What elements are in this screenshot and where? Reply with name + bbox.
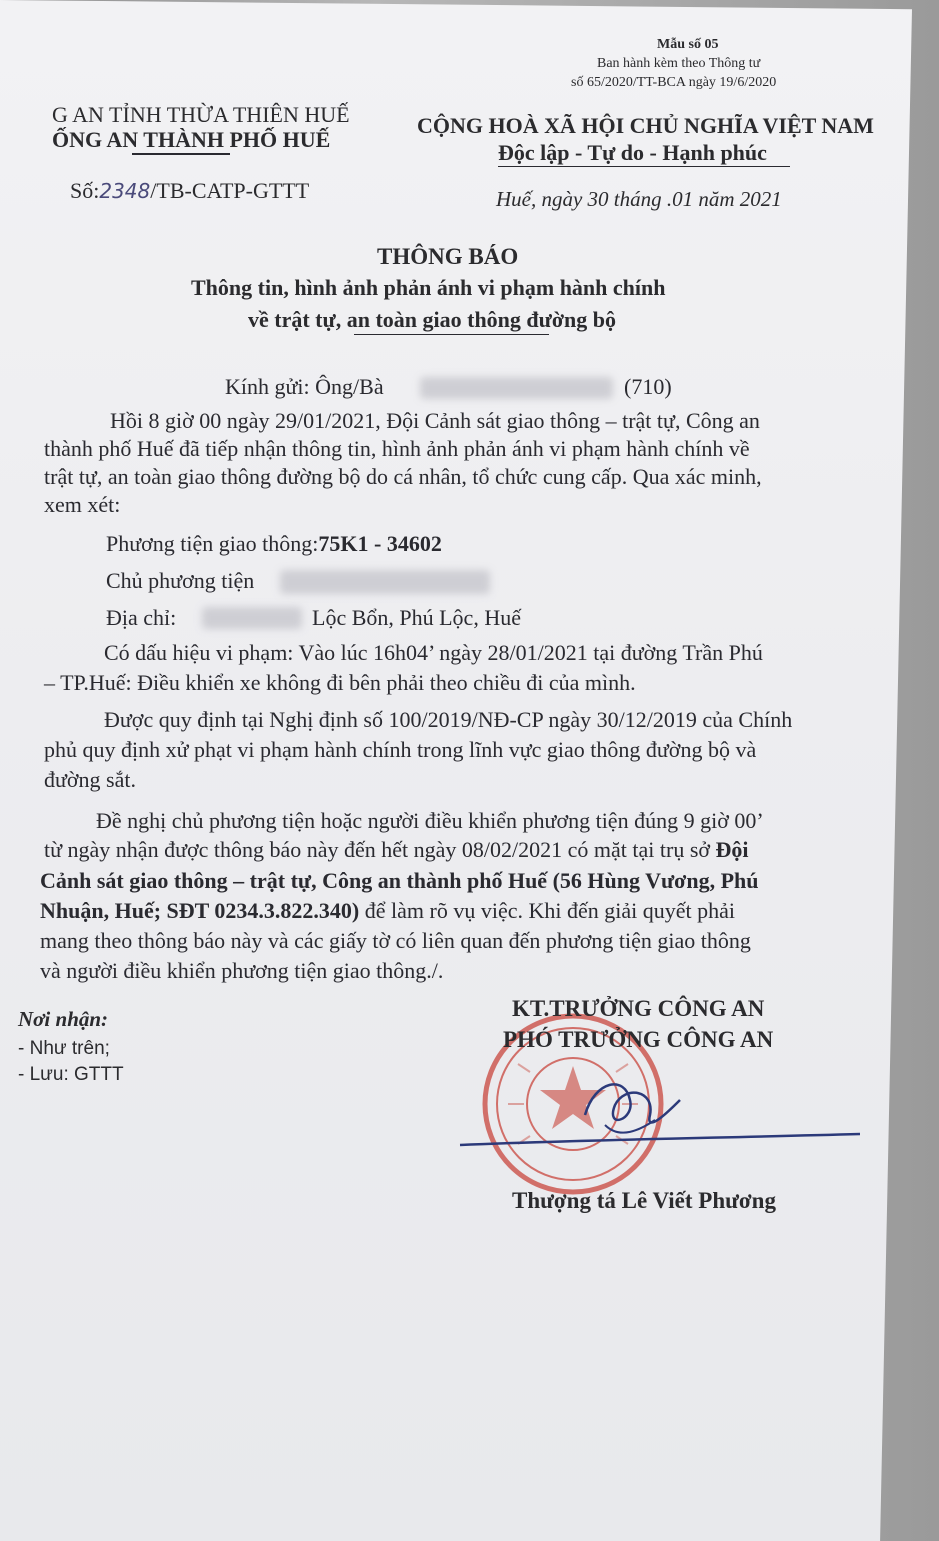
violation-line1: Có dấu hiệu vi phạm: Vào lúc 16h04’ ngày 28/01/2021 tại đường Trần Phú <box>104 640 763 665</box>
document-subtitle-2: về trật tự, an toàn giao thông đường bộ <box>248 307 617 332</box>
request-line6: và người điều khiển phương tiện giao thông./. <box>40 958 444 983</box>
doc-number-suffix: /TB-CATP-GTTT <box>150 178 310 203</box>
redacted-address <box>202 607 302 629</box>
request-line2-bold: Đội <box>715 837 749 862</box>
doc-number-prefix: Số: <box>70 178 100 203</box>
salutation-code: (710) <box>624 374 672 399</box>
national-motto: Độc lập - Tự do - Hạnh phúc <box>498 140 767 165</box>
signature-title-2: PHÓ TRƯỞNG CÔNG AN <box>503 1027 774 1052</box>
agency-parent: G AN TỈNH THỪA THIÊN HUẾ <box>52 102 350 127</box>
regulation-line3: đường sắt. <box>44 767 136 792</box>
recipient-item: - Như trên; <box>18 1038 110 1059</box>
title-underline <box>354 334 549 335</box>
document-title: THÔNG BÁO <box>377 244 519 269</box>
doc-number-handwritten: 2348 <box>99 179 151 203</box>
document-date: Huế, ngày 30 tháng .01 năm 2021 <box>496 187 782 211</box>
signer-name: Thượng tá Lê Viết Phương <box>512 1188 776 1213</box>
document-subtitle-1: Thông tin, hình ảnh phản ánh vi phạm hành chính <box>191 275 666 300</box>
handwritten-signature <box>455 1060 875 1170</box>
request-line5: mang theo thông báo này và các giấy tờ có liên quan đến phương tiện giao thông <box>40 928 751 953</box>
paragraph1-line3: trật tự, an toàn giao thông đường bộ do cá nhân, tổ chức cung cấp. Qua xác minh, <box>44 464 762 489</box>
regulation-line2: phủ quy định xử phạt vi phạm hành chính trong lĩnh vực giao thông đường bộ và <box>44 737 757 762</box>
address-value: Lộc Bổn, Phú Lộc, Huế <box>312 605 521 630</box>
vehicle-plate: 75K1 - 34602 <box>318 531 442 556</box>
document-number <box>70 178 309 204</box>
form-issued-with: Ban hành kèm theo Thông tư <box>597 56 761 71</box>
request-line2-plain: từ ngày nhận được thông báo này đến hết ngày 08/02/2021 có mặt tại trụ sở <box>44 837 711 862</box>
salutation-label: Kính gửi: Ông/Bà <box>225 374 384 399</box>
paragraph1-line2: thành phố Huế đã tiếp nhận thông tin, hình ảnh phản ánh vi phạm hành chính về <box>44 436 750 461</box>
motto-underline <box>498 166 790 167</box>
request-line2 <box>44 837 749 863</box>
agency-unit: ỐNG AN THÀNH PHỐ HUẾ <box>52 127 331 152</box>
request-line4-bold: Nhuận, Huế; SĐT 0234.3.822.340) <box>40 898 360 923</box>
violation-line2: – TP.Huế: Điều khiển xe không đi bên phải theo chiều đi của mình. <box>44 670 636 695</box>
vehicle-label: Phương tiện giao thông: <box>106 531 319 556</box>
form-circular: số 65/2020/TT-BCA ngày 19/6/2020 <box>571 75 777 90</box>
signature-title-1: KT.TRƯỞNG CÔNG AN <box>512 996 765 1021</box>
vehicle-row <box>106 531 442 557</box>
redacted-recipient-name <box>420 377 613 399</box>
request-line1: Đề nghị chủ phương tiện hoặc người điều khiển phương tiện đúng 9 giờ 00’ <box>96 808 764 833</box>
request-line4-plain: để làm rõ vụ việc. Khi đến giải quyết phải <box>364 898 735 923</box>
agency-underline <box>132 153 230 155</box>
request-line3: Cảnh sát giao thông – trật tự, Công an thành phố Huế (56 Hùng Vương, Phú <box>40 868 759 893</box>
recipient-item: - Lưu: GTTT <box>18 1064 124 1085</box>
recipients-title: Nơi nhận: <box>18 1007 109 1031</box>
owner-label: Chủ phương tiện <box>106 568 255 593</box>
address-label: Địa chỉ: <box>106 605 177 630</box>
paragraph1-line1: Hồi 8 giờ 00 ngày 29/01/2021, Đội Cảnh sát giao thông – trật tự, Công an <box>110 408 760 433</box>
paragraph1-line4: xem xét: <box>44 492 121 517</box>
regulation-line1: Được quy định tại Nghị định số 100/2019/NĐ-CP ngày 30/12/2019 của Chính <box>104 707 793 732</box>
redacted-owner-name <box>280 570 490 594</box>
national-name: CỘNG HOÀ XÃ HỘI CHỦ NGHĨA VIỆT NAM <box>417 113 874 138</box>
form-number: Mẫu số 05 <box>657 37 719 52</box>
request-line4 <box>40 898 735 924</box>
